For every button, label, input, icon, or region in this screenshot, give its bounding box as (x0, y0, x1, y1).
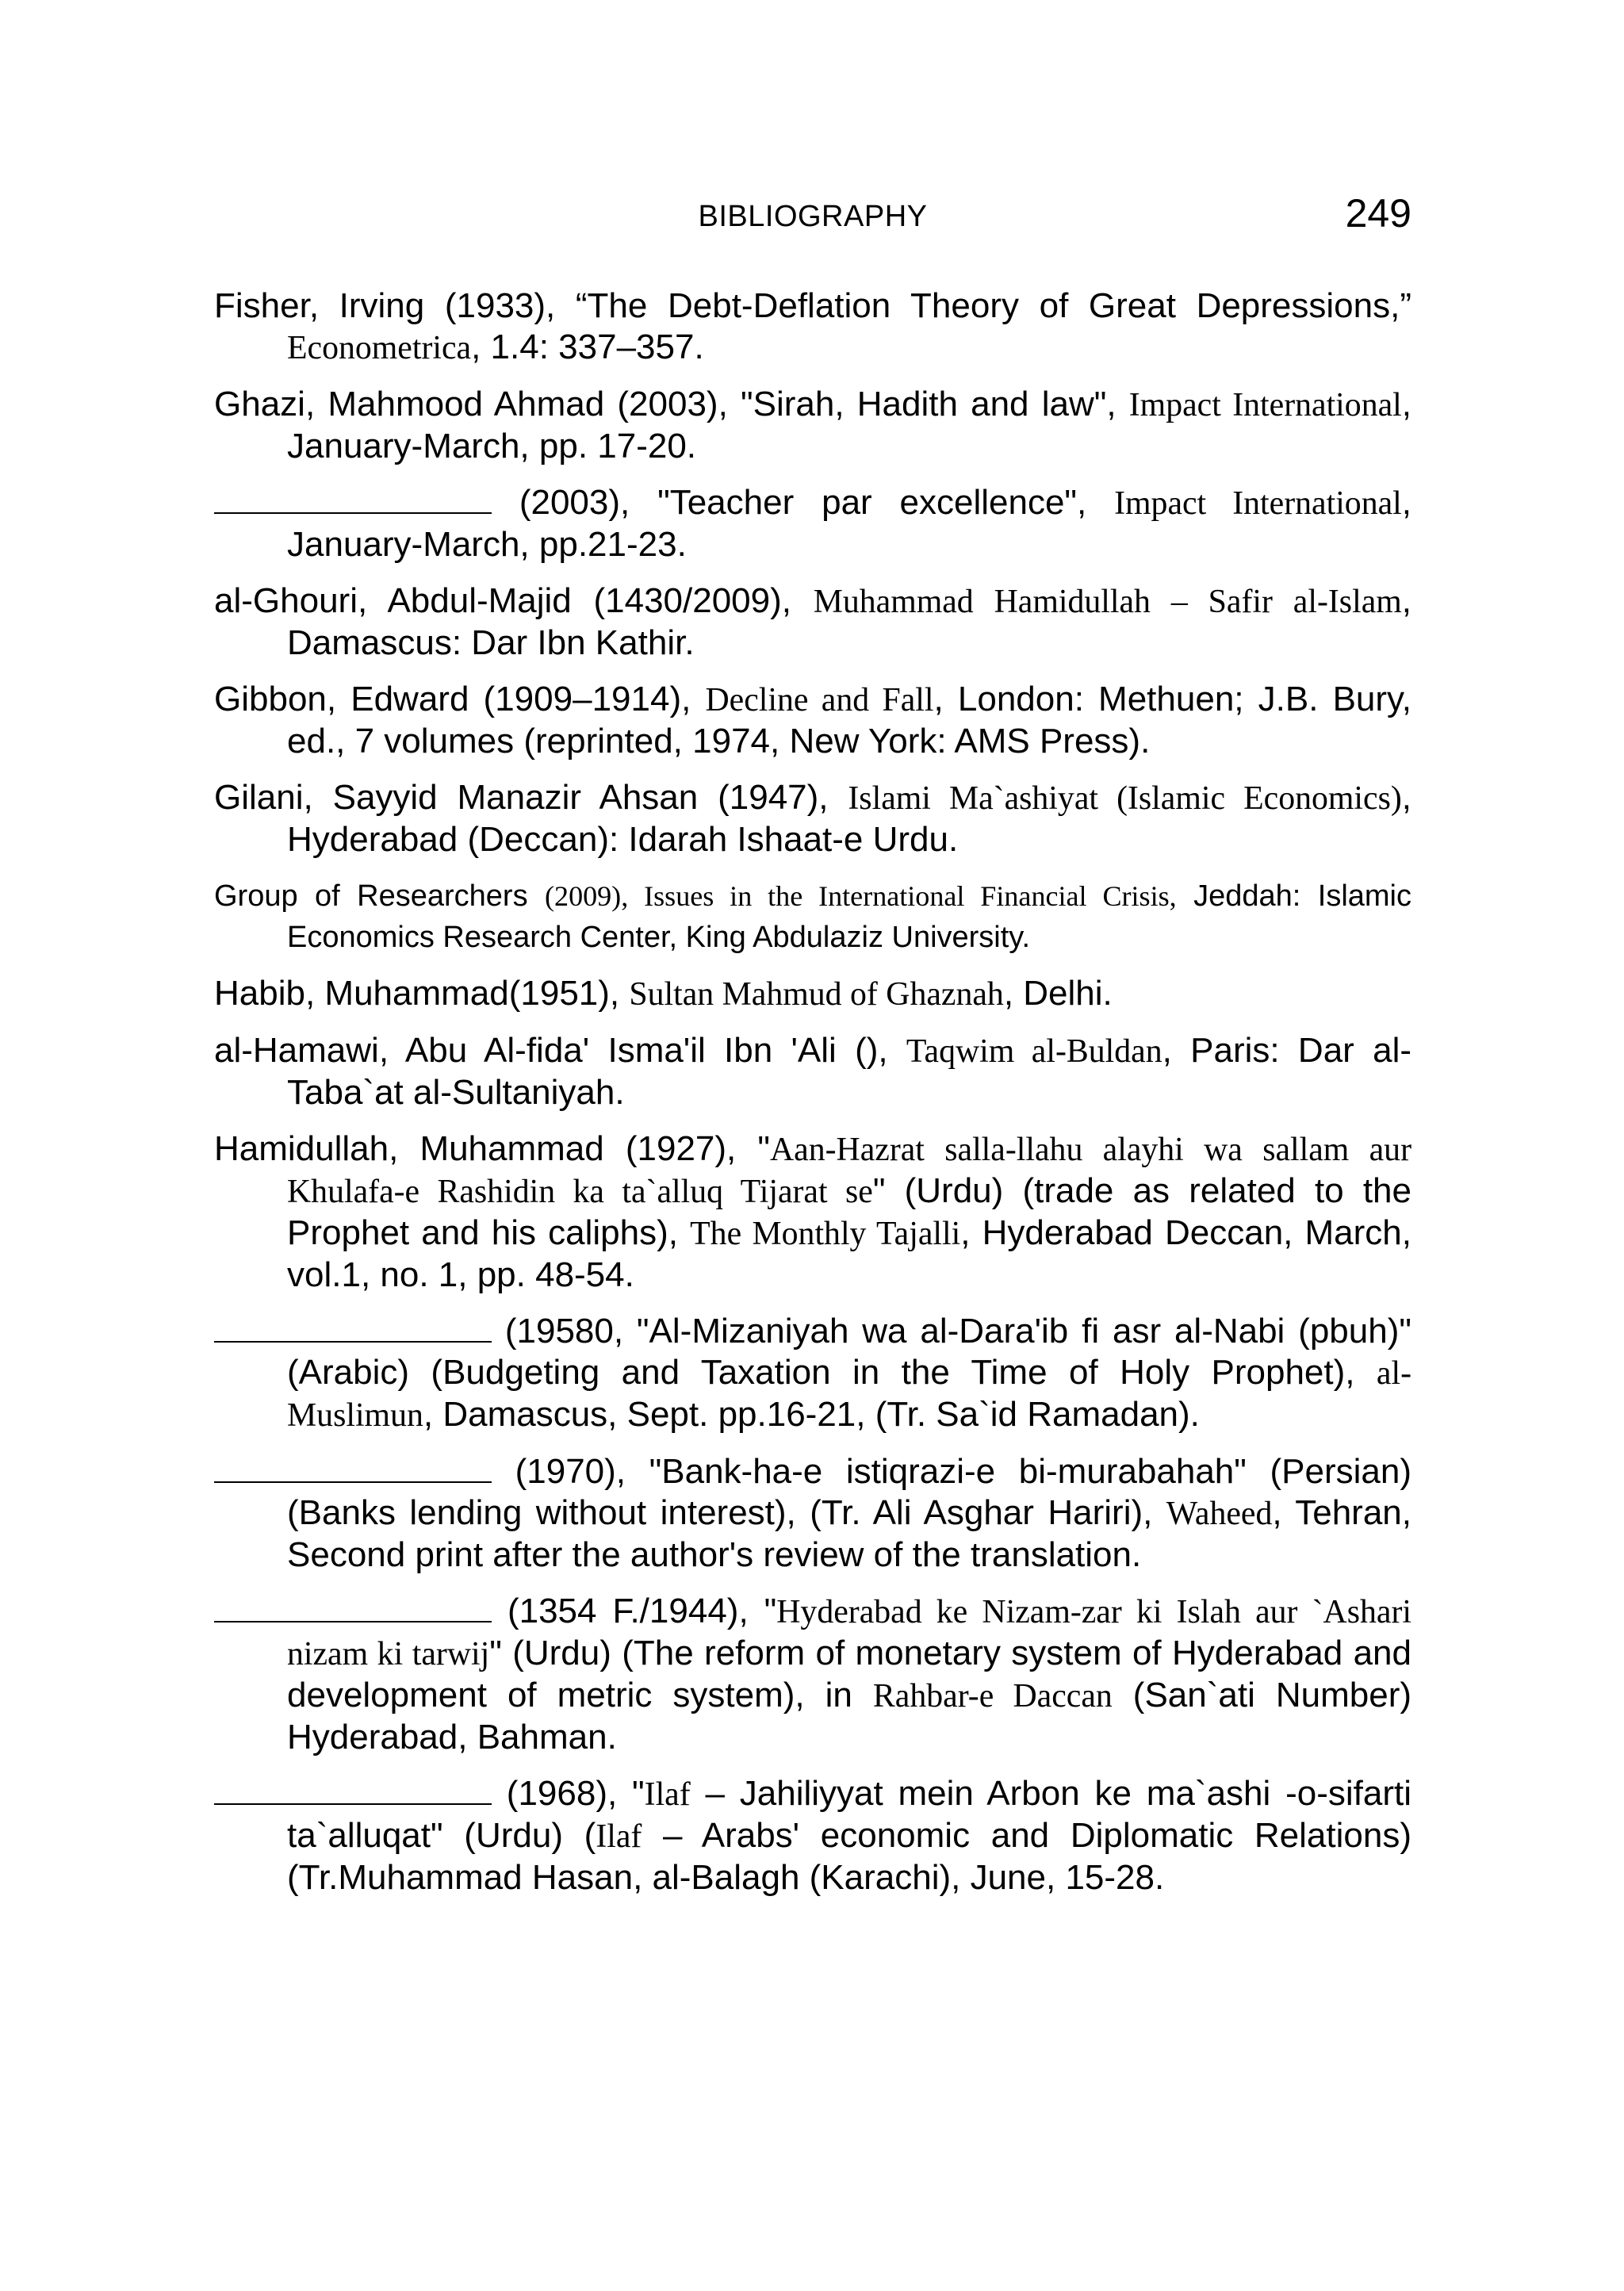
entry-text: – Arabs' economic and Diplomatic Relations) (Tr.Muhammad Hasan, al-Balagh (Karachi), June, 15-28. (287, 1816, 1411, 1897)
publication-title: Impact International (1128, 387, 1402, 423)
bibliography-entry (214, 1773, 1411, 1898)
bibliography-list (214, 285, 1411, 1914)
same-author-rule (214, 1597, 492, 1622)
publication-title: Sultan Mahmud of Ghaznah (629, 976, 1004, 1013)
entry-text: , Hyderabad Deccan, March, vol.1, no. 1, pp. 48-54. (287, 1213, 1411, 1294)
publication-title: Taqwim al-Buldan (906, 1033, 1162, 1070)
entry-text: , Delhi. (1003, 974, 1113, 1013)
entry-text: al-Ghouri, Abdul-Majid (1430/2009), (214, 581, 814, 620)
bibliography-entry (214, 1591, 1411, 1758)
publication-title: Decline and Fall (705, 682, 934, 718)
bibliography-entry (214, 777, 1411, 860)
entry-text: al-Hamawi, Abu Al-fida' Isma'il Ibn 'Ali (), (214, 1031, 906, 1070)
entry-text: – Jahiliyyat mein Arbon ke ma`ashi -o-sifarti ta`alluqat" (Urdu) ( (287, 1774, 1411, 1855)
entry-text: Group of Researchers (214, 879, 546, 913)
entry-text: (1968), " (492, 1774, 645, 1813)
publication-title: (2009), Issues in the International Financial Crisis, (545, 880, 1177, 912)
entry-text: , Paris: Dar al-Taba`at al-Sultaniyah. (287, 1031, 1412, 1112)
page-number: 249 (1345, 191, 1411, 236)
bibliography-entry (214, 384, 1411, 467)
entry-text: Gilani, Sayyid Manazir Ahsan (1947), (214, 778, 848, 817)
bibliography-entry (214, 1128, 1411, 1296)
entry-text: " (Urdu) (trade as related to the Prophet and his caliphs), (287, 1171, 1411, 1252)
entry-text: (2003), "Teacher par excellence", (492, 483, 1115, 522)
entry-text: , January-March, pp.21-23. (287, 483, 1412, 564)
entry-text: (19580, "Al-Mizaniyah wa al-Dara'ib fi asr al-Nabi (pbuh)" (Arabic) (Budgeting and Taxation in the Time of Holy Prophet), (287, 1312, 1411, 1392)
same-author-rule (214, 1317, 492, 1343)
bibliography-entry (214, 1030, 1411, 1113)
publication-title: Impact International (1114, 485, 1402, 522)
publication-title: Muhammad Hamidullah – Safir al-Islam (813, 584, 1402, 620)
entry-text: (1354 F./1944), " (492, 1592, 777, 1630)
bibliography-entry (214, 580, 1411, 664)
running-title: BIBLIOGRAPHY (698, 200, 928, 233)
bibliography-entry (214, 679, 1411, 762)
page-header (214, 190, 1411, 246)
entry-text: Ghazi, Mahmood Ahmad (2003), "Sirah, Hadith and law", (214, 385, 1129, 423)
entry-text: , Damascus: Dar Ibn Kathir. (287, 581, 1411, 662)
bibliography-entry (214, 482, 1411, 565)
publication-title: Ilaf (596, 1818, 642, 1855)
bibliography-entry (214, 285, 1411, 369)
entry-text: Fisher, Irving (1933), “The Debt-Deflation Theory of Great Depressions,” (214, 286, 1411, 325)
publication-title: Econometrica (287, 330, 472, 366)
same-author-rule (214, 488, 492, 514)
publication-title: Rahbar-e Daccan (872, 1678, 1113, 1714)
same-author-rule (214, 1780, 492, 1805)
publication-title: Waheed (1166, 1496, 1273, 1532)
publication-title: al-Muslimun (287, 1355, 1411, 1434)
entry-text: " (Urdu) (The reform of monetary system of Hyderabad and development of metric system), in (287, 1634, 1411, 1714)
entry-text: , Tehran, Second print after the author's review of the translation. (287, 1493, 1411, 1574)
entry-text: Gibbon, Edward (1909–1914), (214, 680, 706, 718)
bibliography-entry (214, 973, 1411, 1015)
same-author-rule (214, 1458, 492, 1483)
publication-title: Hyderabad ke Nizam-zar ki Islah aur `Ashari nizam ki tarwij (287, 1594, 1411, 1672)
bibliography-entry (214, 875, 1411, 958)
entry-text: , 1.4: 337–357. (471, 328, 704, 366)
entry-text: (1970), "Bank-ha-e istiqrazi-e bi-murabahah" (Persian) (Banks lending without interest), (Tr. Ali Asghar Hariri), (287, 1452, 1411, 1532)
publication-title: Islami Ma`ashiyat (Islamic Economics) (848, 780, 1402, 817)
bibliography-entry (214, 1451, 1411, 1576)
entry-text: Hamidullah, Muhammad (1927), " (214, 1129, 770, 1168)
publication-title: Ilaf (644, 1776, 691, 1813)
publication-title: Aan-Hazrat salla-llahu alayhi wa sallam aur Khulafa-e Rashidin ka ta`alluq Tijarat se (287, 1132, 1411, 1210)
entry-text: , Hyderabad (Deccan): Idarah Ishaat-e Urdu. (287, 778, 1411, 859)
entry-text: Jeddah: Islamic Economics Research Center, King Abdulaziz University. (287, 879, 1411, 954)
bibliography-entry (214, 1311, 1411, 1436)
entry-text: , January-March, pp. 17-20. (287, 385, 1411, 465)
entry-text: , London: Methuen; J.B. Bury, ed., 7 volumes (reprinted, 1974, New York: AMS Press). (287, 680, 1412, 760)
entry-text: , Damascus, Sept. pp.16-21, (Tr. Sa`id Ramadan). (423, 1395, 1200, 1434)
entry-text: (San`ati Number) Hyderabad, Bahman. (287, 1676, 1411, 1757)
entry-text: Habib, Muhammad(1951), (214, 974, 630, 1013)
publication-title: The Monthly Tajalli (690, 1216, 961, 1252)
